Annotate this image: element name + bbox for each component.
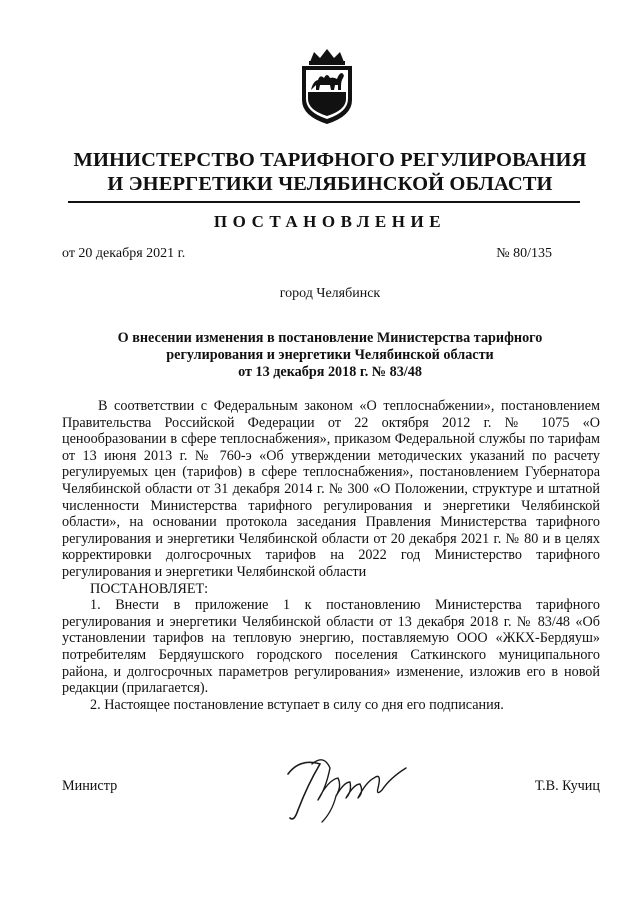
document-type-title: ПОСТАНОВЛЕНИЕ bbox=[213, 212, 447, 231]
chelyabinsk-coat-of-arms-icon bbox=[296, 48, 358, 126]
preamble-paragraph: В соответствии с Федеральным законом «О теплоснабжении», постановлением Правительства Российской Федерации от 22 октября 2012 г. № 1075 «О ценообразовании в сфере теплоснабжения», приказом Федеральной службы по тарифам от 13 июня 2013 г. № 760-э «Об утверждении методических указаний по расчету регулируемых цен (тарифов) в сфере теплоснабжения», постановлением Губернатора Челябинской области от 31 декабря 2014 г. № 300 «О Положении, структуре и штатной численности Министерства тарифного регулирования и энергетики Челябинской области», на основании протокола заседания Правления Министерства тарифного регулирования и энергетики Челябинской области от 20 декабря 2021 г. № 80 и в целях корректировки долгосрочных тарифов на 2022 год Министерство тарифного регулирования и энергетики Челябинской области bbox=[62, 398, 600, 580]
decree-item-1: 1. Внести в приложение 1 к постановлению Министерства тарифного регулирования и энергетики Челябинской области от 13 декабря 2018 г. № 83/48 «Об установлении тарифов на тепловую энергию, поставляемую ООО «ЖКХ-Бердяуш» потребителям Бердяушского городского поселения Саткинского муниципального района, и долгосрочных параметров регулирования» изменение, изложив его в новой редакции (прилагается). bbox=[62, 597, 600, 697]
signatory-title: Министр bbox=[62, 778, 118, 794]
decree-item-2: 2. Настоящее постановление вступает в силу со дня его подписания. bbox=[90, 696, 504, 713]
subject-line3: от 13 декабря 2018 г. № 83/48 bbox=[238, 364, 422, 380]
document-subject bbox=[60, 330, 600, 381]
signatory-name: Т.В. Кучиц bbox=[534, 778, 600, 794]
handwritten-signature-icon bbox=[278, 752, 416, 826]
subject-line2: регулирования и энергетики Челябинской области bbox=[166, 347, 494, 363]
document-date: от 20 декабря 2021 г. bbox=[62, 246, 186, 261]
document-body bbox=[62, 398, 600, 713]
document-number: № 80/135 bbox=[496, 246, 552, 261]
header-divider bbox=[68, 201, 580, 203]
ministry-name-line2: И ЭНЕРГЕТИКИ ЧЕЛЯБИНСКОЙ ОБЛАСТИ bbox=[107, 173, 553, 195]
document-city: город Челябинск bbox=[279, 286, 381, 301]
decree-word: ПОСТАНОВЛЯЕТ: bbox=[90, 580, 209, 597]
ministry-name-line1: МИНИСТЕРСТВО ТАРИФНОГО РЕГУЛИРОВАНИЯ bbox=[73, 149, 587, 171]
subject-line1: О внесении изменения в постановление Министерства тарифного bbox=[117, 330, 543, 346]
